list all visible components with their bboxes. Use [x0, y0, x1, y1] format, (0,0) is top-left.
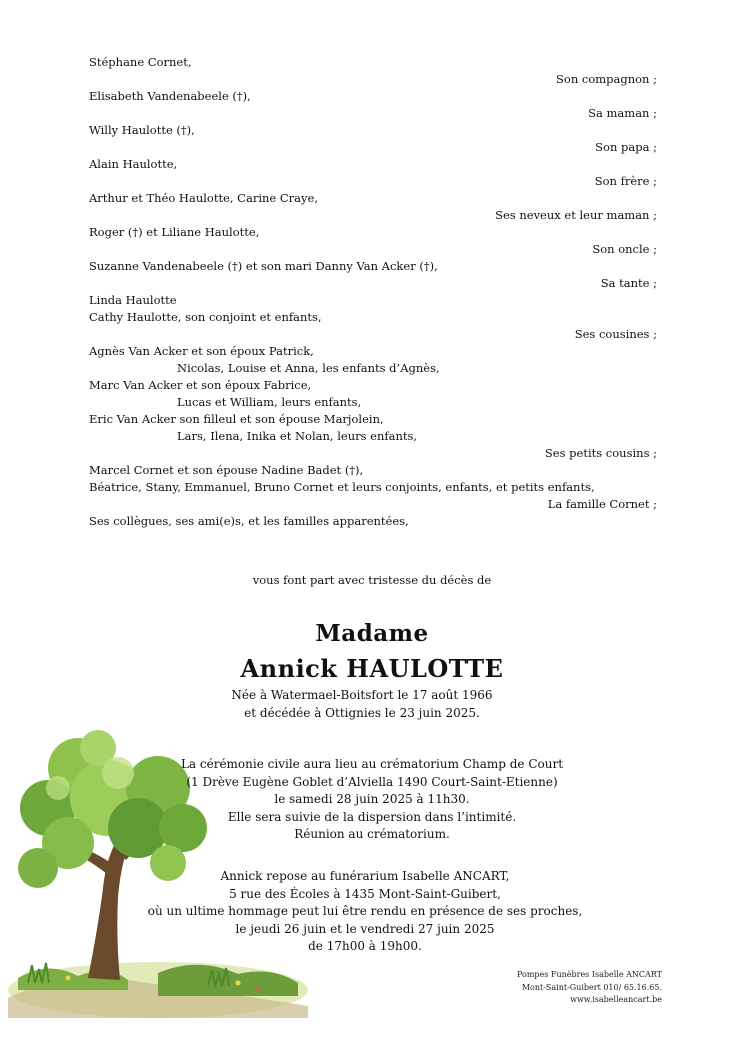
family-member: Nicolas, Louise et Anna, les enfants d’Agnès,	[177, 361, 440, 375]
family-member: Béatrice, Stany, Emmanuel, Bruno Cornet et leurs conjoints, enfants, et petits enfants,	[89, 480, 595, 494]
family-relation: Sa maman ;	[588, 106, 657, 120]
funeral-home-name: Pompes Funèbres Isabelle ANCART	[516, 970, 662, 979]
ceremony-line: Elle sera suivie de la dispersion dans l’intimité.	[227, 809, 517, 824]
family-relation: Son frère ;	[594, 174, 657, 188]
family-member: Stéphane Cornet,	[89, 55, 192, 69]
family-member: Lars, Ilena, Inika et Nolan, leurs enfants,	[177, 429, 418, 443]
family-member: Linda Haulotte	[89, 293, 177, 307]
family-member: Marcel Cornet et son épouse Nadine Badet (†),	[89, 463, 364, 477]
family-relation: Son compagnon ;	[556, 72, 657, 86]
birth-death-info	[0, 686, 724, 722]
ceremony-info	[0, 756, 744, 844]
repose-line: Annick repose au funérarium Isabelle ANCART,	[220, 869, 510, 883]
family-list	[89, 54, 657, 530]
family-relation: Ses petits cousins ;	[544, 446, 657, 460]
family-relation: Ses cousines ;	[574, 327, 657, 341]
announcement: vous font part avec tristesse du décès de	[252, 573, 492, 587]
repose-info	[0, 868, 730, 956]
family-member: Lucas et William, leurs enfants,	[177, 395, 362, 409]
family-member: Roger (†) et Liliane Haulotte,	[89, 225, 260, 239]
ceremony-line: La cérémonie civile aura lieu au crématorium Champ de Court	[180, 757, 564, 771]
ceremony-line: (1 Drève Eugène Goblet d’Alviella 1490 Court-Saint-Etienne)	[186, 774, 558, 789]
family-member: Arthur et Théo Haulotte, Carine Craye,	[89, 191, 318, 205]
family-relation: La famille Cornet ;	[547, 497, 657, 511]
family-member: Eric Van Acker son filleul et son épouse Marjolein,	[89, 412, 384, 426]
family-member: Alain Haulotte,	[89, 157, 178, 171]
repose-line: le jeudi 26 juin et le vendredi 27 juin 2025	[235, 921, 495, 936]
title-madame: Madame	[315, 620, 429, 647]
funeral-home-phone: Mont-Saint-Guibert 010/ 65.16.65.	[521, 982, 662, 992]
death-line: et décédée à Ottignies le 23 juin 2025.	[244, 706, 480, 720]
funeral-home-website[interactable]: www.isabelleancart.be	[570, 995, 662, 1004]
family-relation: Son papa ;	[595, 140, 657, 154]
family-member: Ses collègues, ses ami(e)s, et les familles apparentées,	[89, 514, 409, 528]
repose-line: de 17h00 à 19h00.	[308, 939, 422, 953]
repose-line: où un ultime hommage peut lui être rendu en présence de ses proches,	[147, 904, 583, 918]
birth-line: Née à Watermael-Boitsfort le 17 août 1966	[231, 688, 493, 702]
family-member: Cathy Haulotte, son conjoint et enfants,	[89, 310, 322, 324]
ceremony-line: le samedi 28 juin 2025 à 11h30.	[274, 792, 470, 806]
ceremony-line: Réunion au crématorium.	[294, 827, 450, 841]
family-member: Marc Van Acker et son époux Fabrice,	[89, 378, 312, 392]
funeral-home-info	[517, 969, 662, 1007]
family-member: Elisabeth Vandenabeele (†),	[89, 89, 251, 103]
family-member: Suzanne Vandenabeele (†) et son mari Danny Van Acker (†),	[89, 259, 438, 273]
family-member: Agnès Van Acker et son époux Patrick,	[89, 344, 314, 358]
family-relation: Sa tante ;	[600, 276, 657, 290]
family-relation: Son oncle ;	[592, 242, 657, 256]
deceased-name: Annick HAULOTTE	[240, 654, 504, 683]
family-relation: Ses neveux et leur maman ;	[495, 208, 657, 222]
family-member: Willy Haulotte (†),	[89, 123, 195, 137]
repose-line: 5 rue des Écoles à 1435 Mont-Saint-Guibert,	[229, 886, 501, 901]
